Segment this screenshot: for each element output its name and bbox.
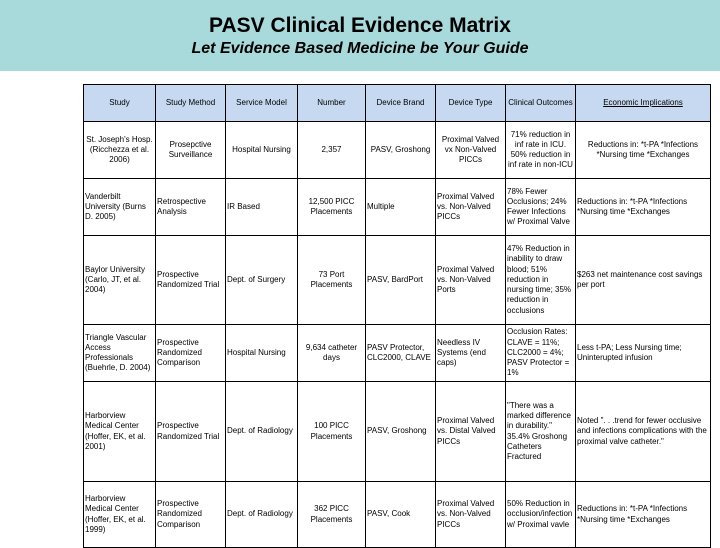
table-row — [84, 482, 711, 548]
cell-number: 9,634 catheter days — [298, 325, 366, 382]
cell-economic-implications: Noted ". . .trend for fewer occlusive and infections complications with the proximal valve catheter." — [576, 382, 711, 482]
header-number: Number — [298, 85, 366, 122]
table-row — [84, 382, 711, 482]
cell-study: Triangle Vascular Access Professionals (Buehrle, D. 2004) — [84, 325, 156, 382]
cell-device-brand: PASV, Groshong — [366, 122, 436, 179]
cell-device-type: Proximal Valved vs. Non-Valved PICCs — [436, 482, 506, 548]
cell-economic-implications: Reductions in: *t-PA *Infections *Nursing time *Exchanges — [576, 122, 711, 179]
cell-device-brand: Multiple — [366, 179, 436, 236]
cell-device-brand: PASV, Cook — [366, 482, 436, 548]
cell-study-method: Prospective Randomized Trial — [156, 236, 226, 325]
cell-clinical-outcomes: 47% Reduction in inability to draw blood; 51% reduction in nursing time; 35% reduction in occlusions — [506, 236, 576, 325]
cell-study: Vanderbilt University (Burns D. 2005) — [84, 179, 156, 236]
evidence-matrix-table — [83, 84, 711, 548]
table-row — [84, 236, 711, 325]
header-economic-implications: Economic Implications — [576, 85, 711, 122]
page-title: PASV Clinical Evidence Matrix — [209, 14, 511, 37]
cell-number: 362 PICC Placements — [298, 482, 366, 548]
cell-clinical-outcomes: 50% Reduction in occlusion/infection w/ Proximal vavle — [506, 482, 576, 548]
header-service-model: Service Model — [226, 85, 298, 122]
cell-study: Harborview Medical Center (Hoffer, EK, et al. 2001) — [84, 382, 156, 482]
cell-study-method: Prosepctive Surveillance — [156, 122, 226, 179]
cell-clinical-outcomes: 71% reduction in inf rate in ICU. 50% reduction in inf rate in non-ICU — [506, 122, 576, 179]
cell-device-type: Proximal Valved vx Non-Valved PICCs — [436, 122, 506, 179]
page-subtitle: Let Evidence Based Medicine be Your Guide — [191, 40, 529, 57]
cell-economic-implications: Reductions in: *t-PA *Infections *Nursing time *Exchanges — [576, 482, 711, 548]
cell-study: Baylor University (Carlo, JT, et al. 2004) — [84, 236, 156, 325]
table-row — [84, 122, 711, 179]
cell-clinical-outcomes: Occlusion Rates: CLAVE = 11%; CLC2000 = 4%; PASV Protector = 1% — [506, 325, 576, 382]
cell-service-model: Dept. of Surgery — [226, 236, 298, 325]
cell-device-brand: PASV, Groshong — [366, 382, 436, 482]
cell-number: 2,357 — [298, 122, 366, 179]
cell-study-method: Prospective Randomized Trial — [156, 382, 226, 482]
cell-number: 73 Port Placements — [298, 236, 366, 325]
cell-service-model: IR Based — [226, 179, 298, 236]
cell-number: 100 PICC Placements — [298, 382, 366, 482]
table-header-row — [84, 85, 711, 122]
table-row — [84, 325, 711, 382]
cell-clinical-outcomes: 78% Fewer Occlusions; 24% Fewer Infections w/ Proximal Valve — [506, 179, 576, 236]
header-device-brand: Device Brand — [366, 85, 436, 122]
cell-device-type: Proximal Valved vs. Non-Valved Ports — [436, 236, 506, 325]
cell-service-model: Dept. of Radiology — [226, 382, 298, 482]
cell-study-method: Prospective Randomized Comparison — [156, 482, 226, 548]
title-banner — [0, 0, 720, 71]
cell-economic-implications: $263 net maintenance cost savings per port — [576, 236, 711, 325]
cell-economic-implications: Less t-PA; Less Nursing time; Uninterupted infusion — [576, 325, 711, 382]
header-study: Study — [84, 85, 156, 122]
cell-device-type: Proximal Valved vs. Distal Valved PICCs — [436, 382, 506, 482]
table-row — [84, 179, 711, 236]
cell-device-brand: PASV Protector, CLC2000, CLAVE — [366, 325, 436, 382]
cell-number: 12,500 PICC Placements — [298, 179, 366, 236]
cell-device-brand: PASV, BardPort — [366, 236, 436, 325]
cell-economic-implications: Reductions in: *t-PA *Infections *Nursing time *Exchanges — [576, 179, 711, 236]
cell-study: Harborview Medical Center (Hoffer, EK, et al. 1999) — [84, 482, 156, 548]
cell-study-method: Prospective Randomized Comparison — [156, 325, 226, 382]
cell-service-model: Hospital Nursing — [226, 325, 298, 382]
cell-clinical-outcomes: "There was a marked difference in durability." 35.4% Groshong Catheters Fractured — [506, 382, 576, 482]
header-device-type: Device Type — [436, 85, 506, 122]
header-clinical-outcomes: Clinical Outcomes — [506, 85, 576, 122]
cell-service-model: Dept. of Radiology — [226, 482, 298, 548]
header-study-method: Study Method — [156, 85, 226, 122]
cell-study-method: Retrospective Analysis — [156, 179, 226, 236]
cell-device-type: Proximal Valved vs. Non-Valved PICCs — [436, 179, 506, 236]
cell-service-model: Hospital Nursing — [226, 122, 298, 179]
cell-device-type: Needless IV Systems (end caps) — [436, 325, 506, 382]
cell-study: St. Joseph's Hosp. (Ricchezza et al. 2006) — [84, 122, 156, 179]
